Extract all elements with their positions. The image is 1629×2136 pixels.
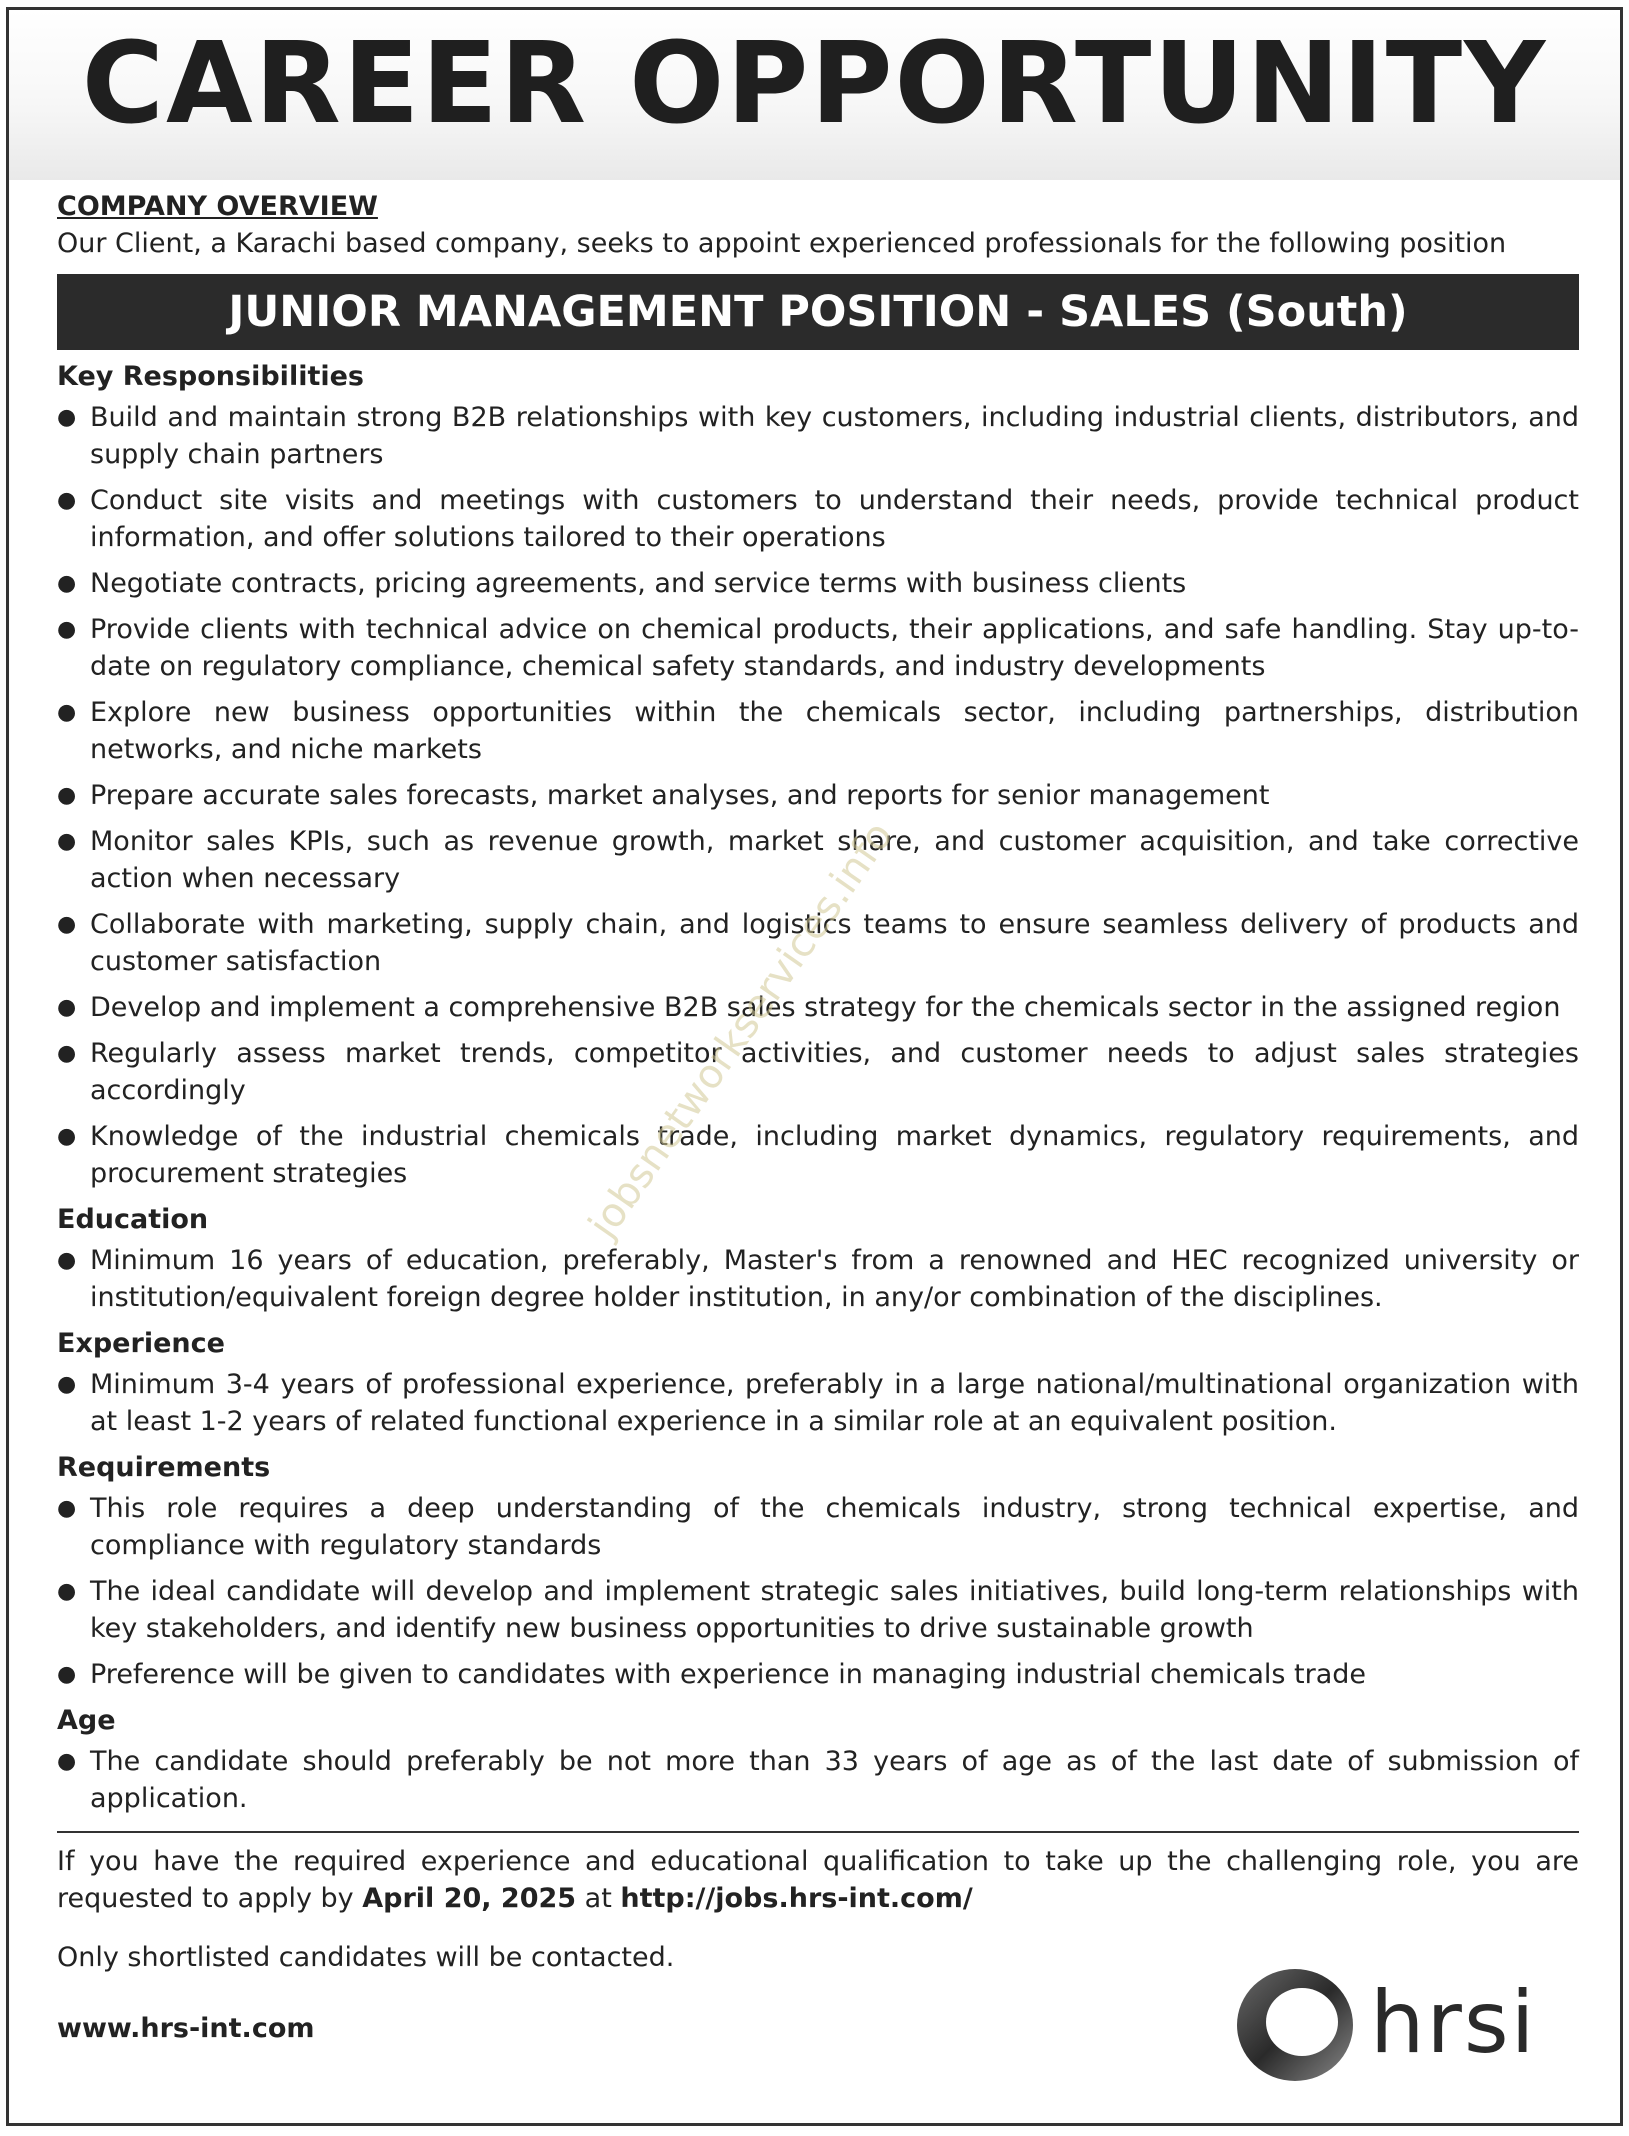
divider <box>57 1831 1579 1833</box>
company-overview-text: Our Client, a Karachi based company, seeks to appoint experienced professionals for the following position <box>57 228 1507 259</box>
requirements-heading: Requirements <box>57 1452 271 1483</box>
website-link[interactable]: www.hrs-int.com <box>57 2013 315 2044</box>
list-item: ● Regularly assess market trends, competitor activities, and customer needs to adjust sales strategies accordingly <box>57 1035 1579 1109</box>
list-item: ● Monitor sales KPIs, such as revenue growth, market share, and customer acquisition, and take corrective action when necessary <box>57 823 1579 897</box>
bullet-icon: ● <box>57 783 77 808</box>
list-item: ● Develop and implement a comprehensive B2B sales strategy for the chemicals sector in the assigned region <box>57 989 1579 1026</box>
experience-list <box>57 1366 1579 1440</box>
list-item: ● Conduct site visits and meetings with customers to understand their needs, provide technical product information, and offer solutions tailored to their operations <box>57 482 1579 556</box>
education-list <box>57 1242 1579 1316</box>
hrsi-ring-logo-icon <box>1230 1960 1590 2090</box>
list-item: ● Collaborate with marketing, supply chain, and logistics teams to ensure seamless delivery of products and customer satisfaction <box>57 906 1579 980</box>
list-item: ● Build and maintain strong B2B relationships with key customers, including industrial clients, distributors, and supply chain partners <box>57 399 1579 473</box>
apply-url-link[interactable]: http://jobs.hrs-int.com/ <box>620 1883 973 1914</box>
list-item: ● The candidate should preferably be not more than 33 years of age as of the last date of submission of application. <box>57 1743 1579 1817</box>
apply-instructions: If you have the required experience and educational qualification to take up the challenging role, you are requested to apply by April 20, 2025 at http://jobs.hrs-int.com/ <box>57 1846 1579 1914</box>
requirements-list <box>57 1490 1579 1693</box>
bullet-icon: ● <box>57 617 77 642</box>
list-item: ● The ideal candidate will develop and implement strategic sales initiatives, build long-term relationships with key stakeholders, and identify new business opportunities to drive sustainable growth <box>57 1573 1579 1647</box>
list-item: ● Knowledge of the industrial chemicals trade, including market dynamics, regulatory requirements, and procurement strategies <box>57 1118 1579 1192</box>
page-title: CAREER OPPORTUNITY <box>81 19 1548 149</box>
ad-content <box>57 188 1579 2047</box>
education-heading: Education <box>57 1204 209 1235</box>
experience-heading: Experience <box>57 1328 225 1359</box>
bullet-icon: ● <box>57 1041 77 1066</box>
watermark-text: jobsnetworkservices.info <box>580 813 903 1247</box>
bullet-icon: ● <box>57 1496 77 1521</box>
bullet-icon: ● <box>57 571 77 596</box>
list-item: ● Provide clients with technical advice on chemical products, their applications, and safe handling. Stay up-to-date on regulatory compliance, chemical safety standards, and industry developments <box>57 611 1579 685</box>
bullet-icon: ● <box>57 1579 77 1604</box>
bullet-icon: ● <box>57 829 77 854</box>
list-item: ● Prepare accurate sales forecasts, market analyses, and reports for senior management <box>57 777 1579 814</box>
list-item: ● Minimum 3-4 years of professional experience, preferably in a large national/multinational organization with at least 1-2 years of related functional experience in a similar role at an equivalent position. <box>57 1366 1579 1440</box>
bullet-icon: ● <box>57 1124 77 1149</box>
list-item: ● Explore new business opportunities within the chemicals sector, including partnerships, distribution networks, and niche markets <box>57 694 1579 768</box>
age-heading: Age <box>57 1705 116 1736</box>
bullet-icon: ● <box>57 488 77 513</box>
bullet-icon: ● <box>57 912 77 937</box>
shortlist-note: Only shortlisted candidates will be contacted. <box>57 1942 675 1973</box>
list-item: ● This role requires a deep understanding of the chemicals industry, strong technical expertise, and compliance with regulatory standards <box>57 1490 1579 1564</box>
apply-deadline: April 20, 2025 <box>362 1883 577 1914</box>
logo-text: hrsi <box>1370 1973 1537 2073</box>
age-list <box>57 1743 1579 1817</box>
position-title-bar: JUNIOR MANAGEMENT POSITION - SALES (South) <box>57 274 1579 350</box>
bullet-icon: ● <box>57 405 77 430</box>
bullet-icon: ● <box>57 1372 77 1397</box>
bullet-icon: ● <box>57 1749 77 1774</box>
responsibilities-list <box>57 399 1579 1192</box>
list-item: ● Preference will be given to candidates with experience in managing industrial chemicals trade <box>57 1656 1579 1693</box>
company-overview-heading: COMPANY OVERVIEW <box>57 191 378 222</box>
list-item: ● Negotiate contracts, pricing agreements, and service terms with business clients <box>57 565 1579 602</box>
bullet-icon: ● <box>57 1248 77 1273</box>
bullet-icon: ● <box>57 1662 77 1687</box>
list-item: ● Minimum 16 years of education, preferably, Master's from a renowned and HEC recognized university or institution/equivalent foreign degree holder institution, in any/or combination of the disciplines. <box>57 1242 1579 1316</box>
bullet-icon: ● <box>57 995 77 1020</box>
responsibilities-heading: Key Responsibilities <box>57 361 364 392</box>
bullet-icon: ● <box>57 700 77 725</box>
